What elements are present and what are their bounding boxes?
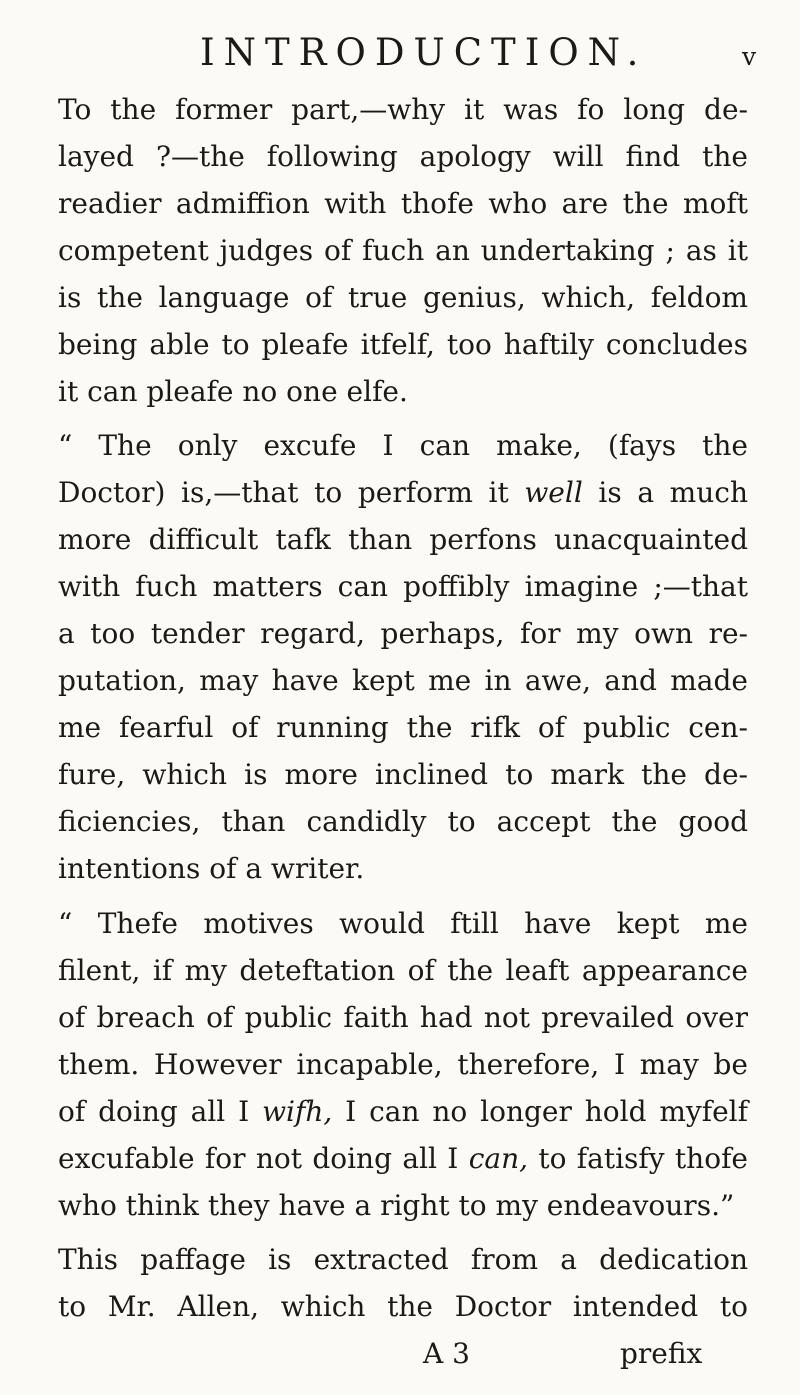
text-line: is the language of true genius, which, feldom	[58, 281, 748, 314]
text-line: fure, which is more inclined to mark the de-	[58, 758, 748, 791]
italic-word: wifh,	[262, 1095, 333, 1128]
text-segment: I can no longer hold myfelf	[345, 1095, 749, 1128]
text-segment: is a much	[598, 476, 748, 509]
text-line: “ The only excufe I can make, (fays the	[58, 429, 748, 462]
paragraph-2	[58, 422, 748, 892]
text-line: filent, if my deteftation of the leaft appearance	[58, 954, 748, 987]
text-segment: Doctor) is,—that to perform it	[58, 476, 509, 509]
text-line: To the former part,—why it was fo long de-	[58, 93, 748, 126]
text-line: with fuch matters can poffibly imagine ;—that	[58, 570, 748, 603]
text-line: a too tender regard, perhaps, for my own re-	[58, 617, 748, 650]
text-segment: to fatisfy thofe	[538, 1142, 749, 1175]
text-line: them. However incapable, therefore, I may be	[58, 1048, 748, 1081]
page-number: v	[742, 42, 757, 71]
text-line	[58, 1135, 748, 1182]
text-line: it can pleafe no one elfe.	[58, 375, 408, 408]
text-line: of breach of public faith had not prevailed over	[58, 1001, 748, 1034]
text-line: readier admiffion with thofe who are the moft	[58, 187, 748, 220]
text-line: to Mr. Allen, which the Doctor intended to	[58, 1290, 748, 1323]
text-line: ficiencies, than candidly to accept the good	[58, 805, 748, 838]
italic-word: well	[524, 476, 583, 509]
text-line	[58, 469, 748, 516]
signature-mark: A 3	[423, 1337, 470, 1370]
text-segment: excufable for not doing all I	[58, 1142, 459, 1175]
text-segment: of doing all I	[58, 1095, 250, 1128]
text-line: putation, may have kept me in awe, and made	[58, 664, 748, 697]
text-line: This paffage is extracted from a dedication	[58, 1243, 748, 1276]
text-line: layed ?—the following apology will find the	[58, 140, 748, 173]
text-line	[58, 1088, 748, 1135]
text-line: more difficult tafk than perfons unacquainted	[58, 523, 748, 556]
text-line: “ Thefe motives would ftill have kept me	[58, 907, 748, 940]
page-footer	[0, 1330, 800, 1377]
paragraph-3	[58, 900, 748, 1229]
text-line: intentions of a writer.	[58, 852, 365, 885]
paragraph-4	[58, 1236, 748, 1330]
text-line: who think they have a right to my endeavours.”	[58, 1189, 735, 1222]
running-head: INTRODUCTION.	[200, 31, 648, 74]
catchword: prefix	[620, 1337, 703, 1370]
text-line: competent judges of fuch an undertaking ; as it	[58, 234, 748, 267]
italic-word: can,	[468, 1142, 528, 1175]
paragraph-1	[58, 86, 748, 415]
text-line: being able to pleafe itfelf, too haftily concludes	[58, 328, 748, 361]
text-line: me fearful of running the rifk of public cen-	[58, 711, 748, 744]
